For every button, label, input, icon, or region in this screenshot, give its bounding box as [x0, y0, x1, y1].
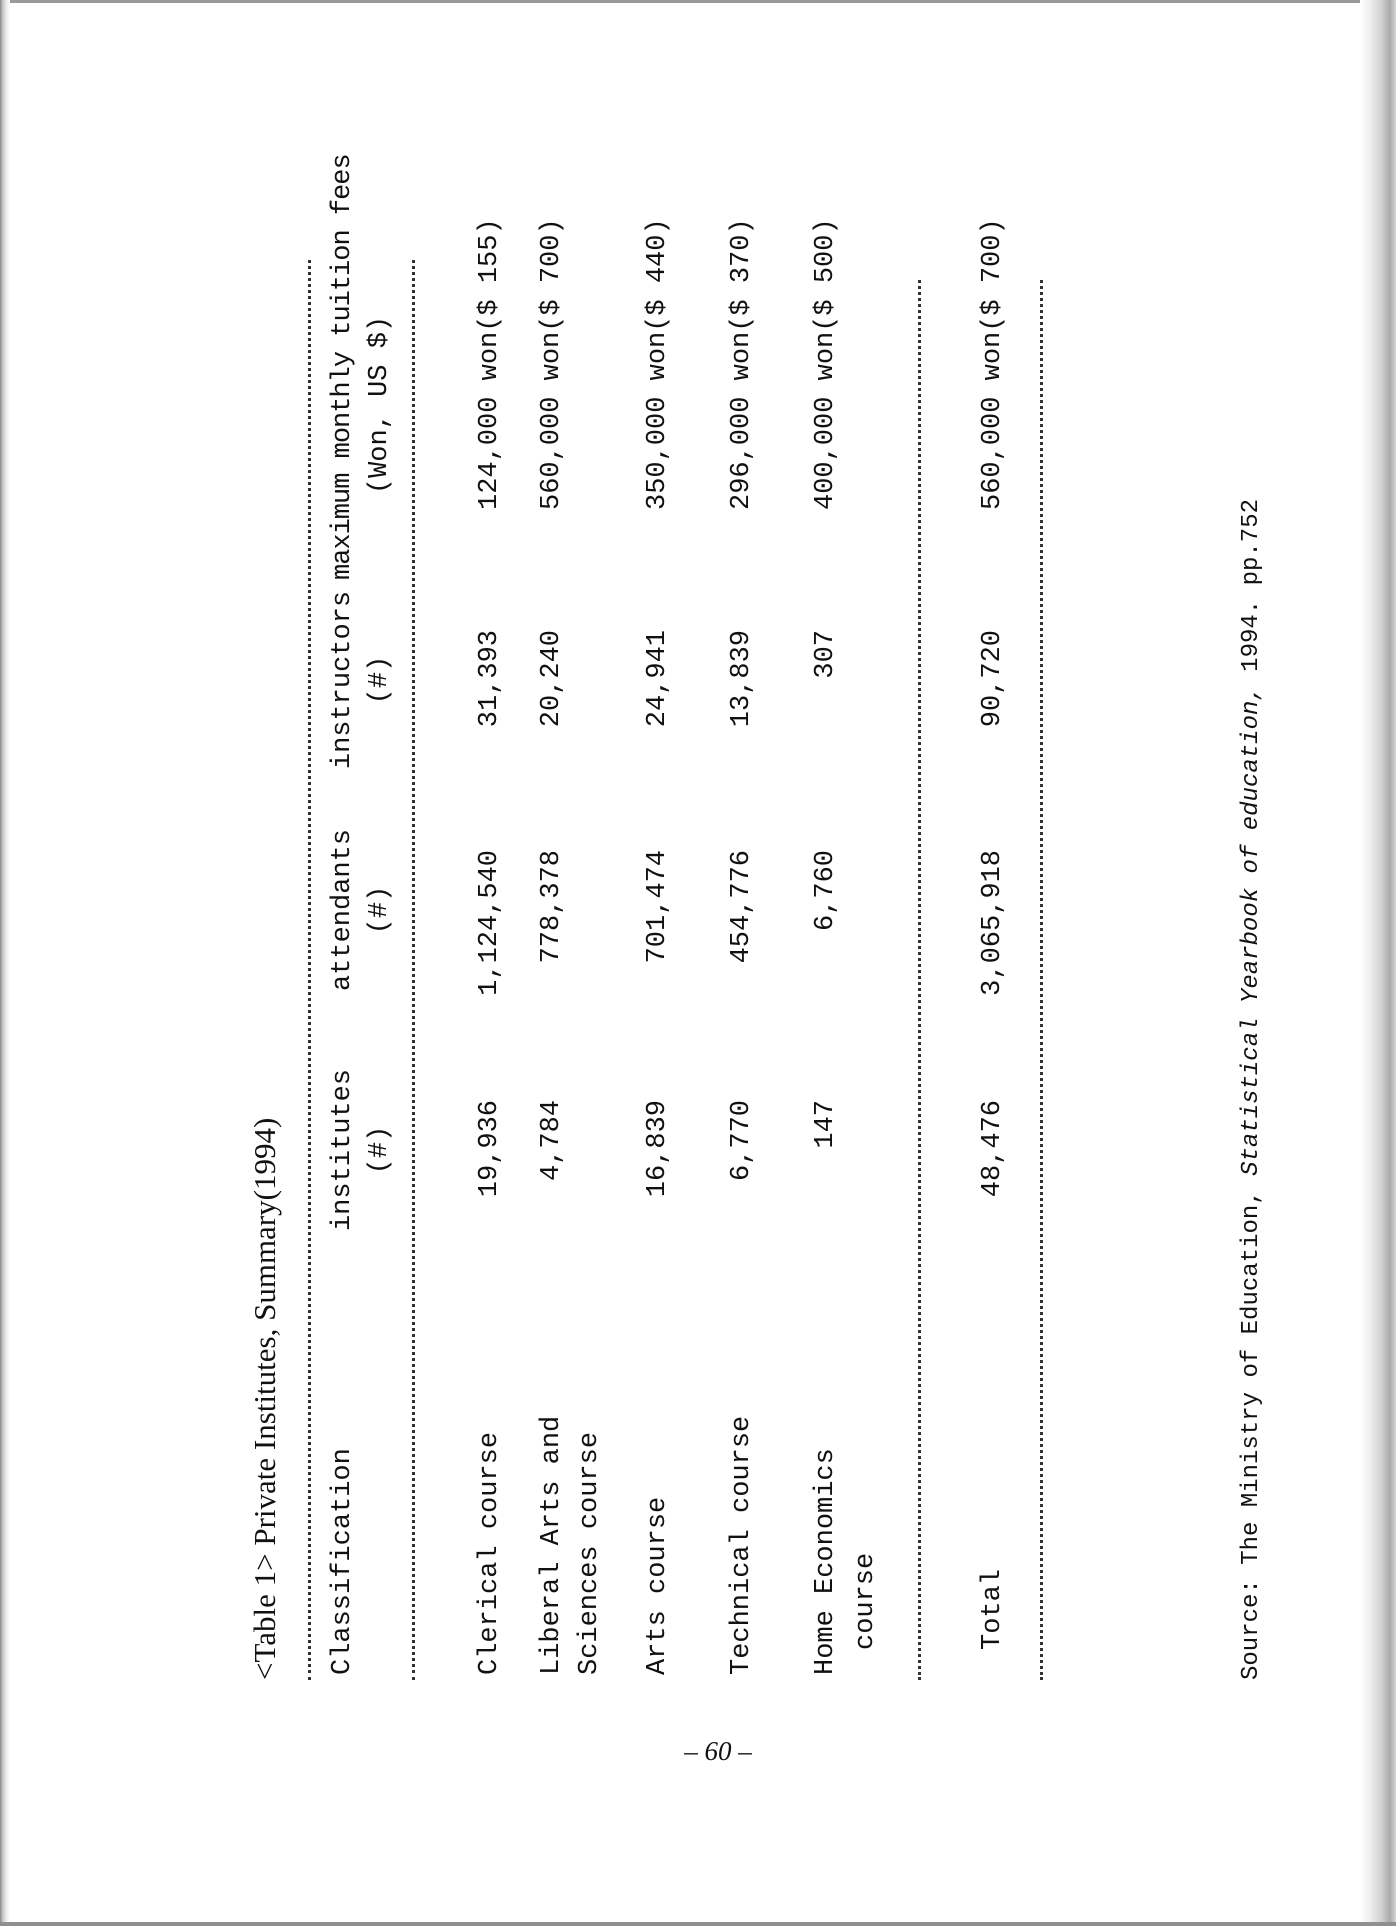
cell-attendants: 701,474: [643, 850, 673, 964]
header-instructors: instructors: [328, 590, 358, 770]
rotated-table-block: [240, 0, 1360, 1800]
cell-attendants: 6,760: [811, 850, 841, 932]
header-attendants-unit: (#): [365, 885, 395, 935]
header-attendants: attendants: [328, 828, 358, 992]
cell-institutes: 16,839: [643, 1100, 673, 1198]
cell-fees: 350,000 won($ 440): [643, 218, 673, 510]
total-attendants: 3,065,918: [978, 850, 1008, 996]
header-instructors-unit: (#): [365, 655, 395, 705]
table-caption: <Table 1> Private Institutes, Summary(1994): [247, 1117, 282, 1680]
rule-header: [412, 260, 415, 1680]
rule-bottom: [1040, 280, 1043, 1680]
cell-attendants: 778,378: [537, 850, 567, 964]
total-institutes: 48,476: [978, 1100, 1008, 1198]
total-fees: 560,000 won($ 700): [978, 218, 1008, 510]
cell-institutes: 4,784: [537, 1100, 567, 1182]
cell-attendants: 1,124,540: [475, 850, 505, 996]
page-edge-right: [1360, 0, 1396, 1926]
row-label: Clerical course: [475, 1431, 505, 1675]
cell-attendants: 454,776: [727, 850, 757, 964]
header-classification: Classification: [328, 1448, 358, 1675]
total-label: Total: [978, 1568, 1008, 1650]
cell-instructors: 31,393: [475, 630, 505, 728]
row-label: Arts course: [643, 1496, 673, 1675]
source-prefix: Source: The Ministry of Education,: [1238, 1190, 1265, 1680]
cell-fees: 296,000 won($ 370): [727, 218, 757, 510]
cell-instructors: 24,941: [643, 630, 673, 728]
cell-fees: 124,000 won($ 155): [475, 218, 505, 510]
cell-institutes: 6,770: [727, 1100, 757, 1182]
header-fees: maximum monthly tuition fees: [328, 154, 358, 580]
cell-instructors: 307: [811, 630, 841, 679]
rule-before-total: [918, 280, 921, 1680]
header-fees-unit: (Won, US $): [365, 315, 395, 495]
row-label-continued: Sciences course: [575, 1431, 605, 1675]
source-suffix: 1994. pp.752: [1238, 498, 1265, 672]
cell-fees: 400,000 won($ 500): [811, 218, 841, 510]
cell-institutes: 19,936: [475, 1100, 505, 1198]
total-instructors: 90,720: [978, 630, 1008, 728]
row-label: Technical course: [727, 1415, 757, 1675]
page-number: – 60 –: [684, 1736, 752, 1766]
header-institutes-unit: (#): [365, 1125, 395, 1175]
page-edge-left: [0, 0, 10, 1926]
page-edge-bottom: [0, 1922, 1396, 1926]
rule-top: [308, 260, 311, 1680]
cell-instructors: 20,240: [537, 630, 567, 728]
row-label: Home Economics: [811, 1448, 841, 1675]
header-institutes: institutes: [328, 1068, 358, 1232]
row-label-continued: course: [851, 1552, 881, 1650]
cell-fees: 560,000 won($ 700): [537, 218, 567, 510]
row-label: Liberal Arts and: [537, 1415, 567, 1675]
cell-institutes: 147: [811, 1100, 841, 1149]
cell-instructors: 13,839: [727, 630, 757, 728]
source-title: Statistical Yearbook of education,: [1238, 686, 1265, 1176]
source-note: [1232, 499, 1272, 1680]
